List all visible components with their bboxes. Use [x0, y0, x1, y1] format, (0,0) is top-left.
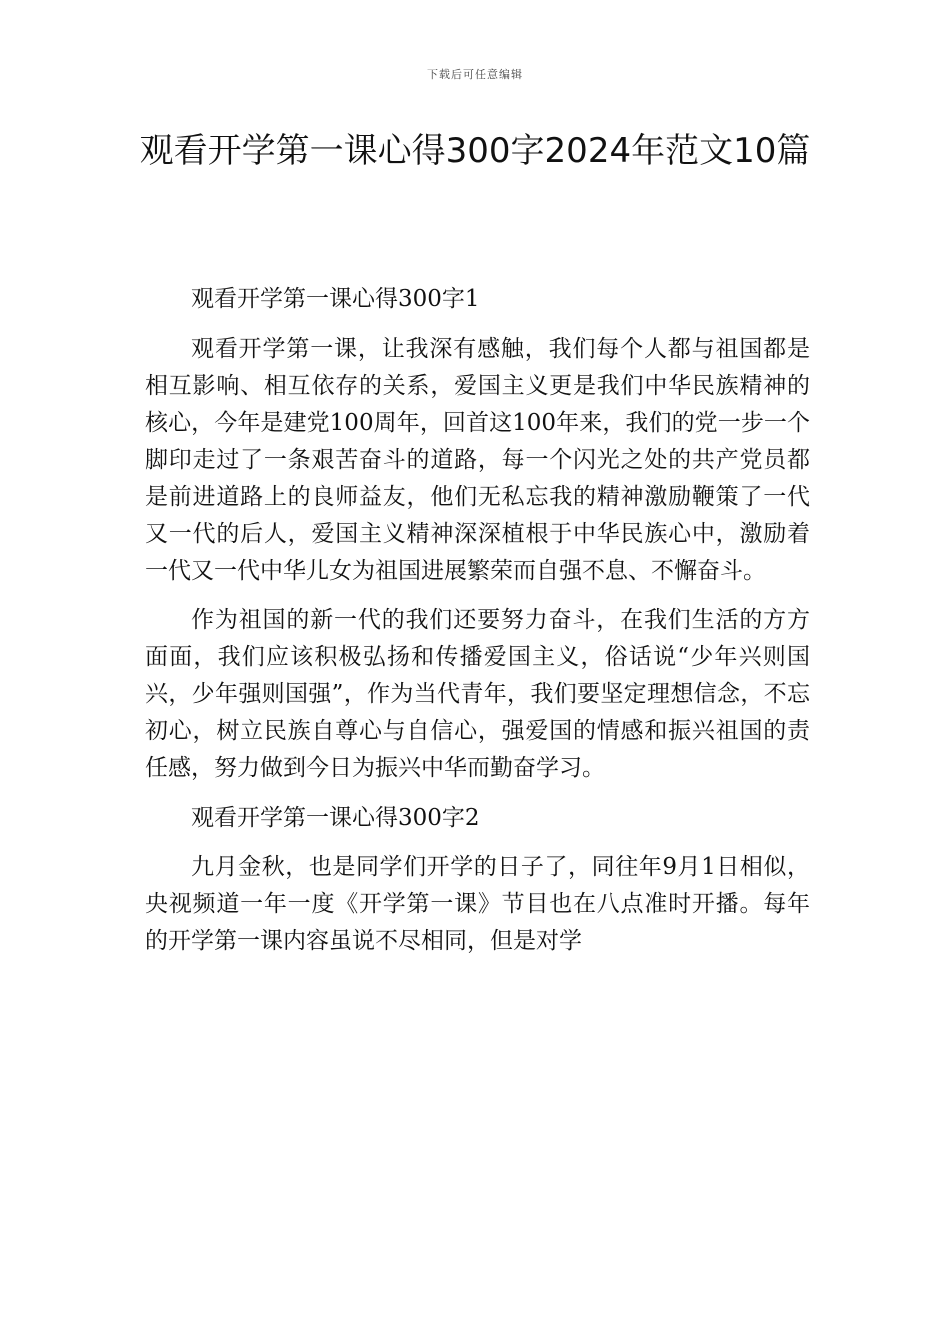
paragraph: 观看开学第一课，让我深有感触，我们每个人都与祖国都是相互影响、相互依存的关系，爱国主义更是我们中华民族精神的核心，今年是建党100周年，回首这100年来，我们的党一步一个脚印走过了一条艰苦奋斗的道路，每一个闪光之处的共产党员都是前进道路上的良师益友，他们无私忘我的精神激励鞭策了一代又一代的后人，爱国主义精神深深植根于中华民族心中，激励着一代又一代中华儿女为祖国进展繁荣而自强不息、不懈奋斗。: [145, 335, 810, 584]
paragraph: 作为祖国的新一代的我们还要努力奋斗，在我们生活的方方面面，我们应该积极弘扬和传播爱国主义，俗话说“少年兴则国兴，少年强则国强”，作为当代青年，我们要坚定理想信念，不忘初心，树立民族自尊心与自信心，强爱国的情感和振兴祖国的责任感，努力做到今日为振兴中华而勤奋学习。: [145, 607, 810, 782]
paragraph: 九月金秋，也是同学们开学的日子了，同往年9月1日相似，央视频道一年一度《开学第一课》节目也在八点准时开播。每年的开学第一课内容虽说不尽相同，但是对学: [145, 854, 810, 955]
header-note: 下载后可任意编辑: [427, 68, 523, 81]
section-heading-1: 观看开学第一课心得300字1: [191, 286, 480, 312]
section-heading-2: 观看开学第一课心得300字2: [191, 804, 480, 831]
document-body: [145, 281, 810, 973]
document-title: 观看开学第一课心得300字2024年范文10篇: [139, 131, 811, 171]
